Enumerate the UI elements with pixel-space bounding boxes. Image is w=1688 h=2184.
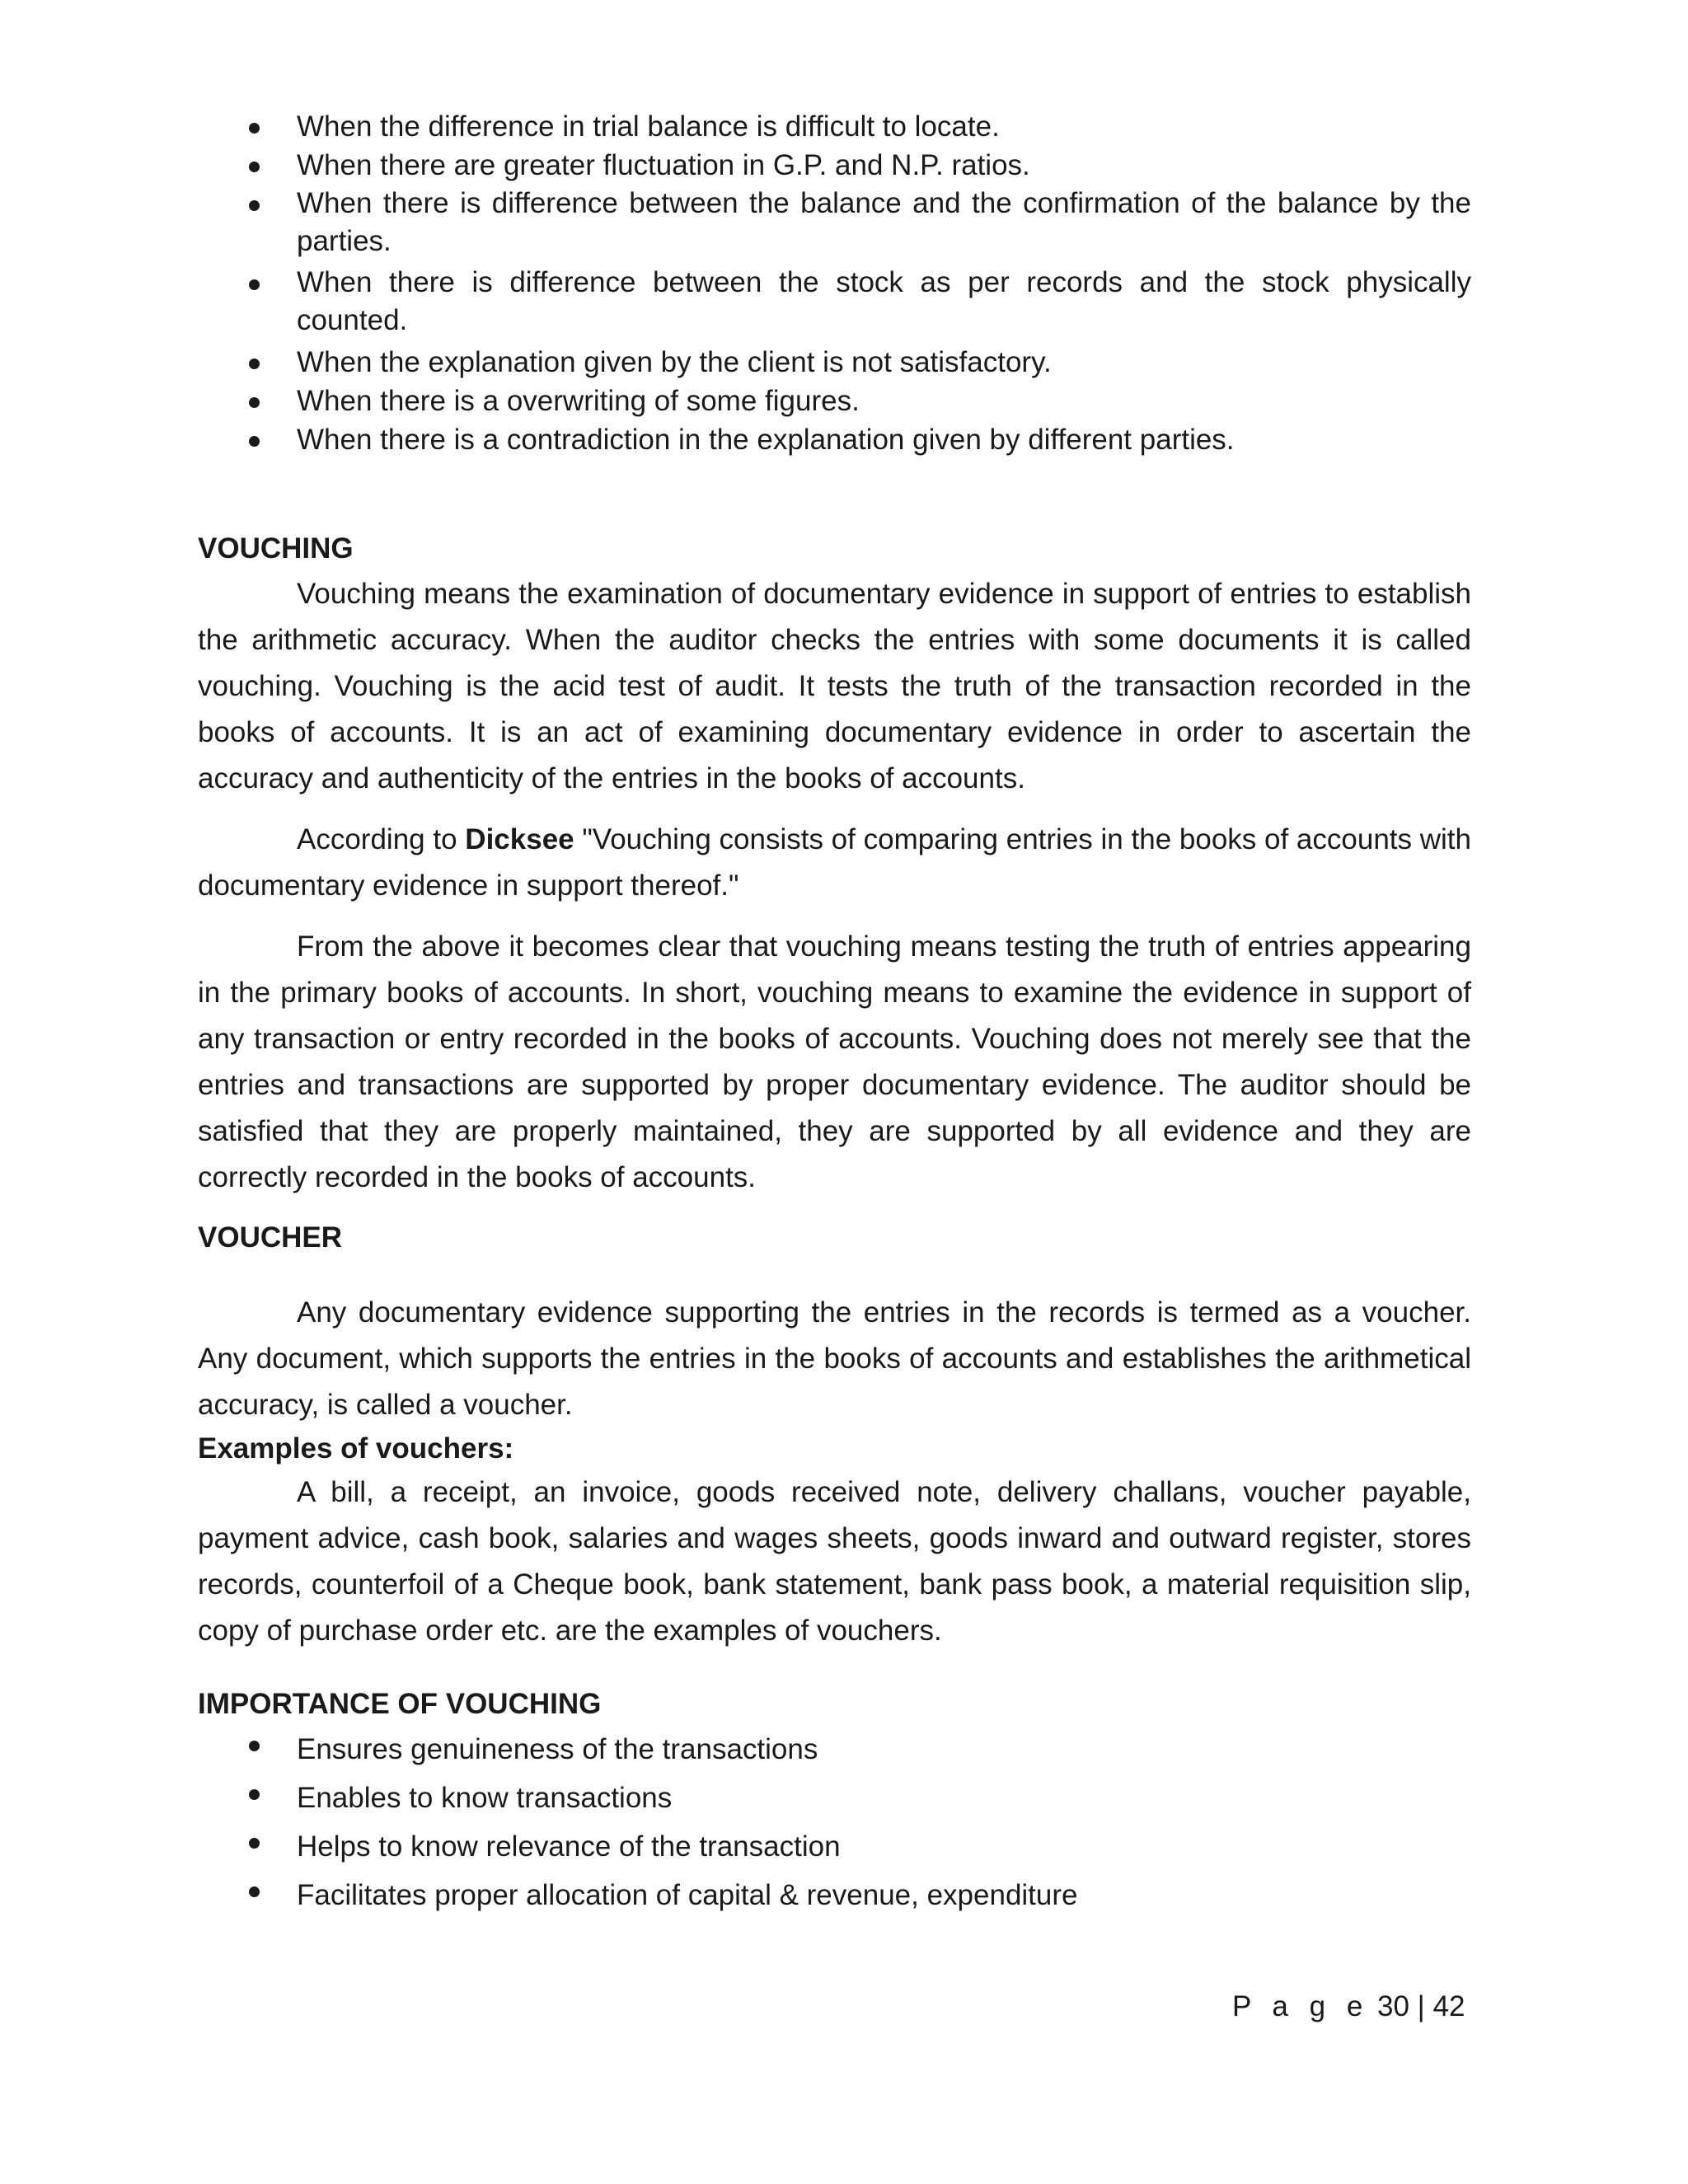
vouching-definition-paragraph: Vouching means the examination of documentary evidence in support of entries to establish the arithmetic accuracy. When the auditor checks the entries with some documents it is called vouching. Vouching is the acid test of audit. It tests the truth of the transaction recorded in the books of accounts. It is an act of examining documentary evidence in order to ascertain the accuracy and authenticity of the entries in the books of accounts. — [198, 578, 1471, 794]
examples-paragraph: A bill, a receipt, an invoice, goods received note, delivery challans, voucher payable, payment advice, cash book, salaries and wages sheets, goods inward and outward register, stores records, counterfoil of a Cheque book, bank statement, bank pass book, a material requisition slip, copy of purchase order etc. are the examples of vouchers. — [198, 1476, 1471, 1647]
voucher-definition-paragraph: Any documentary evidence supporting the entries in the records is termed as a voucher. Any document, which supports the entries in the books of accounts and establishes the arithmetical accuracy, is called a voucher. — [198, 1296, 1471, 1421]
list-item: When there are greater fluctuation in G.P. and N.P. ratios. — [198, 146, 1471, 185]
voucher-heading: VOUCHER — [198, 1221, 343, 1254]
list-item: When there is a contradiction in the explanation given by different parties. — [198, 420, 1471, 459]
examples-heading: Examples of vouchers: — [198, 1432, 514, 1465]
quote-prefix: According to — [297, 823, 466, 855]
list-item: When there is a overwriting of some figures. — [198, 382, 1471, 420]
list-item: Facilitates proper allocation of capital & revenue, expenditure — [198, 1871, 1471, 1919]
page-footer — [1232, 1990, 1465, 2023]
list-item: When the explanation given by the client is not satisfactory. — [198, 343, 1471, 382]
list-item: When there is difference between the balance and the confirmation of the balance by the parties. — [198, 185, 1471, 260]
page-number: 30 | 42 — [1377, 1990, 1465, 2022]
author-name: Dicksee — [465, 823, 574, 855]
importance-heading: IMPORTANCE OF VOUCHING — [198, 1688, 602, 1720]
vouching-heading: VOUCHING — [198, 532, 354, 565]
list-item: When the difference in trial balance is difficult to locate. — [198, 107, 1471, 146]
document-page — [198, 107, 1471, 1919]
list-item: When there is difference between the stock as per records and the stock physically counted. — [198, 264, 1471, 340]
list-item: Helps to know relevance of the transaction — [198, 1822, 1471, 1871]
page-word: P a g e — [1232, 1990, 1370, 2022]
dicksee-quote-paragraph — [198, 817, 1471, 909]
audit-situations-list — [198, 107, 1471, 459]
quote-text: "Vouching consists of comparing entries in the books of accounts with documentary evidence in support thereof." — [198, 823, 1471, 902]
vouching-explanation-paragraph: From the above it becomes clear that vouching means testing the truth of entries appearing in the primary books of accounts. In short, vouching means to examine the evidence in support of any transaction or entry recorded in the books of accounts. Vouching does not merely see that the entries and transactions are supported by proper documentary evidence. The auditor should be satisfied that they are properly maintained, they are supported by all evidence and they are correctly recorded in the books of accounts. — [198, 930, 1471, 1193]
list-item: Ensures genuineness of the transactions — [198, 1725, 1471, 1774]
importance-list — [198, 1725, 1471, 1919]
list-item: Enables to know transactions — [198, 1774, 1471, 1822]
